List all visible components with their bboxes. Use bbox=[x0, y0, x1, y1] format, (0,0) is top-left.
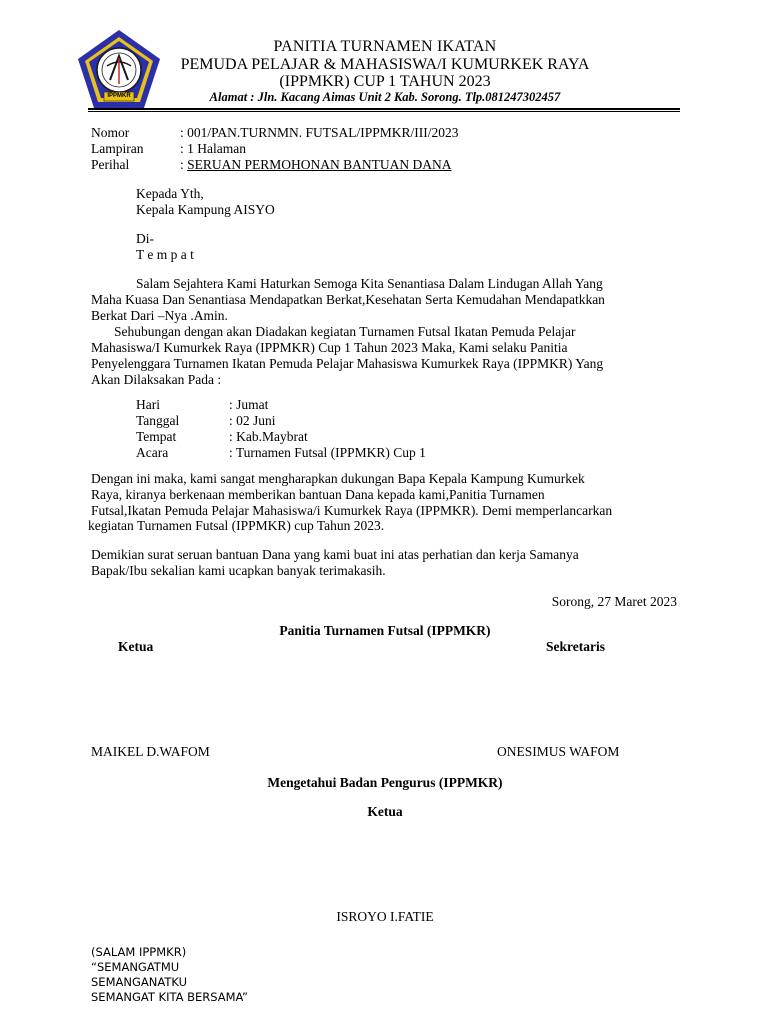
p2-line-2: Mahasiswa/I Kumurkek Raya (IPPMKR) Cup 1 Tahun 2023 Maka, Kami selaku Panitia bbox=[91, 340, 568, 355]
detail-value-tanggal: : 02 Juni bbox=[229, 413, 276, 428]
board-title: Mengetahui Badan Pengurus (IPPMKR) bbox=[267, 775, 503, 790]
p3-line-1: Dengan ini maka, kami sangat mengharapkan dukungan Bapa Kepala Kampung Kumurkek bbox=[91, 471, 585, 486]
detail-value-acara: : Turnamen Futsal (IPPMKR) Cup 1 bbox=[229, 445, 426, 460]
board-role: Ketua bbox=[367, 804, 403, 819]
p2-line-3: Penyelenggara Turnamen Ikatan Pemuda Pelajar Mahasiswa Kumurkek Raya (IPPMKR) Yang bbox=[91, 356, 604, 371]
committee-title: Panitia Turnamen Futsal (IPPMKR) bbox=[279, 623, 491, 638]
detail-label-acara: Acara bbox=[136, 445, 169, 460]
detail-value-hari: : Jumat bbox=[229, 397, 269, 412]
p3-line-3: Futsal,Ikatan Pemuda Pelajar Mahasiswa/i Kumurkek Raya (IPPMKR). Demi memperlancarkan bbox=[91, 503, 613, 518]
letterhead-line-2: PEMUDA PELAJAR & MAHASISWA/I KUMURKEK RAYA bbox=[180, 56, 590, 73]
letterhead-divider-thin bbox=[88, 111, 680, 112]
name-sekretaris: ONESIMUS WAFOM bbox=[497, 744, 620, 759]
salam-line-2: “SEMANGATMU bbox=[91, 960, 180, 974]
perihal-row bbox=[180, 156, 452, 173]
p2-line-4: Akan Dilaksakan Pada : bbox=[91, 372, 222, 387]
salam-line-1: (SALAM IPPMKR) bbox=[91, 945, 187, 959]
detail-label-tanggal: Tanggal bbox=[136, 413, 180, 428]
letterhead-address: Alamat : Jln. Kacang Aimas Unit 2 Kab. Sorong. Tlp.081247302457 bbox=[209, 90, 561, 104]
letterhead-divider bbox=[88, 108, 680, 110]
p1-line-2: Maha Kuasa Dan Senantiasa Mendapatkan Berkat,Kesehatan Serta Kemudahan Mendapatkkan bbox=[91, 292, 605, 307]
nomor-label: Nomor bbox=[91, 125, 130, 140]
role-sekretaris: Sekretaris bbox=[546, 639, 605, 654]
p3-line-4: kegiatan Turnamen Futsal (IPPMKR) cup Tahun 2023. bbox=[88, 518, 385, 533]
p2-line-1: Sehubungan dengan akan Diadakan kegiatan Turnamen Futsal Ikatan Pemuda Pelajar bbox=[114, 324, 576, 339]
p1-line-3: Berkat Dari –Nya .Amin. bbox=[91, 308, 228, 323]
nomor-value: : 001/PAN.TURNMN. FUTSAL/IPPMKR/III/2023 bbox=[180, 125, 459, 140]
detail-value-tempat: : Kab.Maybrat bbox=[229, 429, 308, 444]
detail-label-tempat: Tempat bbox=[136, 429, 177, 444]
role-ketua: Ketua bbox=[118, 639, 154, 654]
recipient-greeting: Kepada Yth, bbox=[136, 186, 204, 201]
perihal-colon: : bbox=[180, 157, 188, 172]
lampiran-value: : 1 Halaman bbox=[180, 141, 246, 156]
lampiran-label: Lampiran bbox=[91, 141, 144, 156]
p1-line-1: Salam Sejahtera Kami Haturkan Semoga Kita Senantiasa Dalam Lindugan Allah Yang bbox=[136, 276, 603, 291]
board-name: ISROYO I.FATIE bbox=[336, 909, 434, 924]
letterhead-line-1: PANITIA TURNAMEN IKATAN bbox=[273, 38, 497, 55]
recipient-name: Kepala Kampung AISYO bbox=[136, 202, 275, 217]
perihal-value: SERUAN PERMOHONAN BANTUAN DANA bbox=[187, 157, 452, 172]
recipient-di: Di- bbox=[136, 231, 154, 246]
detail-label-hari: Hari bbox=[136, 397, 160, 412]
p4-line-2: Bapak/Ibu sekalian kami ucapkan banyak terimakasih. bbox=[91, 563, 386, 578]
logo-banner-text: IPPMKR bbox=[107, 93, 131, 99]
place-date: Sorong, 27 Maret 2023 bbox=[551, 594, 677, 609]
letterhead-line-3: (IPPMKR) CUP 1 TAHUN 2023 bbox=[279, 73, 491, 90]
name-ketua: MAIKEL D.WAFOM bbox=[91, 744, 210, 759]
perihal-label: Perihal bbox=[91, 157, 130, 172]
salam-line-4: SEMANGAT KITA BERSAMA” bbox=[91, 990, 248, 1004]
p3-line-2: Raya, kiranya berkenaan memberikan bantuan Dana kepada kami,Panitia Turnamen bbox=[91, 487, 545, 502]
salam-line-3: SEMANGANATKU bbox=[91, 975, 187, 989]
p4-line-1: Demikian surat seruan bantuan Dana yang kami buat ini atas perhatian dan kerja Samanya bbox=[91, 547, 579, 562]
recipient-tempat: T e m p a t bbox=[136, 247, 194, 262]
